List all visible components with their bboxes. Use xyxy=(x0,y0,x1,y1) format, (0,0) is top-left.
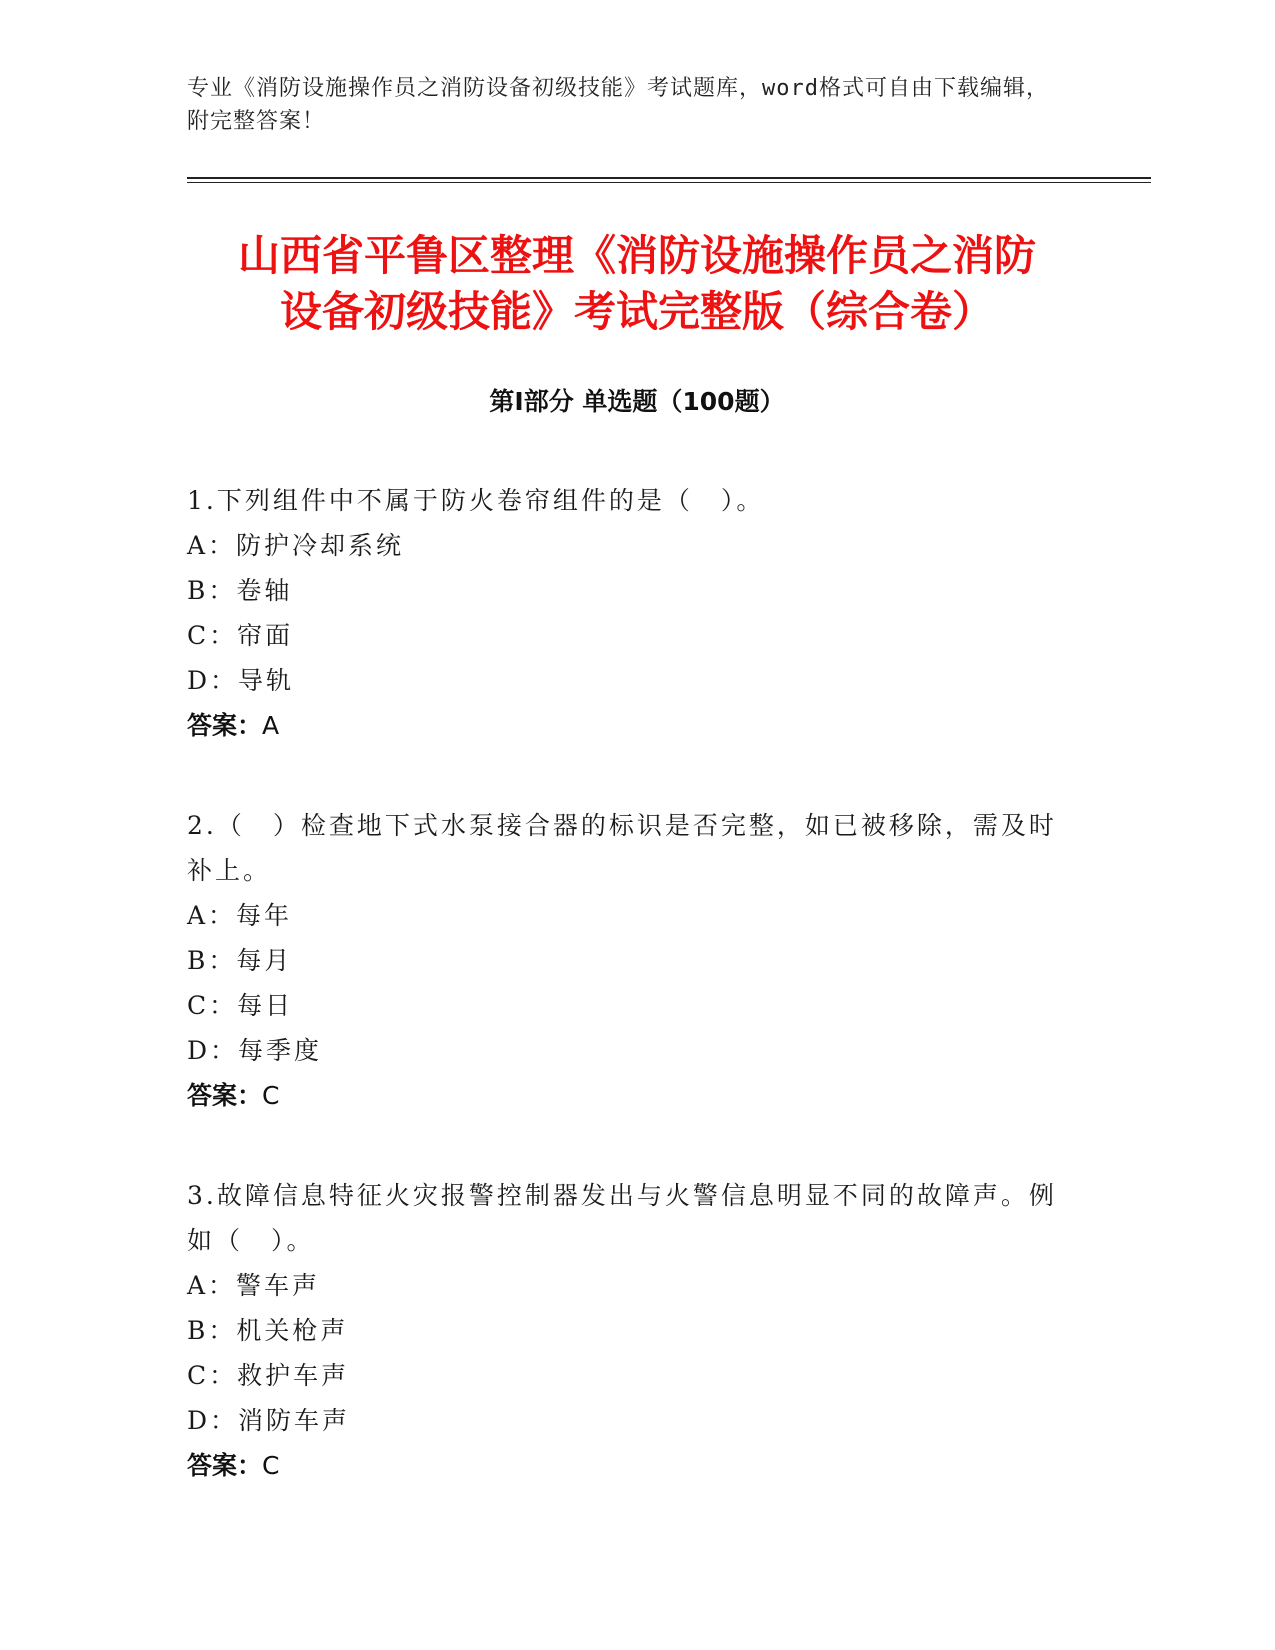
question-list xyxy=(187,478,1067,1543)
header-divider xyxy=(187,177,1151,179)
option-b: B：卷轴 xyxy=(187,576,293,605)
header-divider-thin xyxy=(187,182,1151,183)
question-stem: 2.（ ）检查地下式水泵接合器的标识是否完整，如已被移除，需及时补上。 xyxy=(187,811,1057,885)
document-title xyxy=(187,228,1087,340)
option-c: C：每日 xyxy=(187,991,294,1020)
question-3 xyxy=(187,1173,1067,1488)
option-c: C：救护车声 xyxy=(187,1361,350,1390)
document-title-line-1: 山西省平鲁区整理《消防设施操作员之消防 xyxy=(237,231,1036,280)
answer-label: 答案： xyxy=(187,711,263,740)
option-a: A：警车声 xyxy=(187,1271,321,1300)
option-a: A：防护冷却系统 xyxy=(187,531,405,560)
option-b: B：机关枪声 xyxy=(187,1316,349,1345)
document-title-line-2: 设备初级技能》考试完整版（综合卷） xyxy=(279,287,994,336)
answer-value: A xyxy=(262,711,280,740)
answer-line xyxy=(187,1073,1067,1118)
answer-line xyxy=(187,703,1067,748)
option-d: D：消防车声 xyxy=(187,1406,351,1435)
option-b: B：每月 xyxy=(187,946,293,975)
option-c: C：帘面 xyxy=(187,621,294,650)
option-d: D：每季度 xyxy=(187,1036,323,1065)
answer-label: 答案： xyxy=(187,1451,263,1480)
question-1 xyxy=(187,478,1067,748)
header-note: 专业《消防设施操作员之消防设备初级技能》考试题库，word格式可自由下载编辑，附完整答案！ xyxy=(187,76,1049,134)
question-stem: 3.故障信息特征火灾报警控制器发出与火警信息明显不同的故障声。例如（ ）。 xyxy=(187,1181,1057,1255)
question-2 xyxy=(187,803,1067,1118)
option-d: D：导轨 xyxy=(187,666,295,695)
answer-value: C xyxy=(262,1451,280,1480)
answer-value: C xyxy=(262,1081,280,1110)
section-title: 第Ⅰ部分 单选题（100题） xyxy=(489,387,785,416)
answer-label: 答案： xyxy=(187,1081,263,1110)
question-stem: 1.下列组件中不属于防火卷帘组件的是（ ）。 xyxy=(187,486,765,515)
option-a: A：每年 xyxy=(187,901,293,930)
answer-line xyxy=(187,1443,1067,1488)
